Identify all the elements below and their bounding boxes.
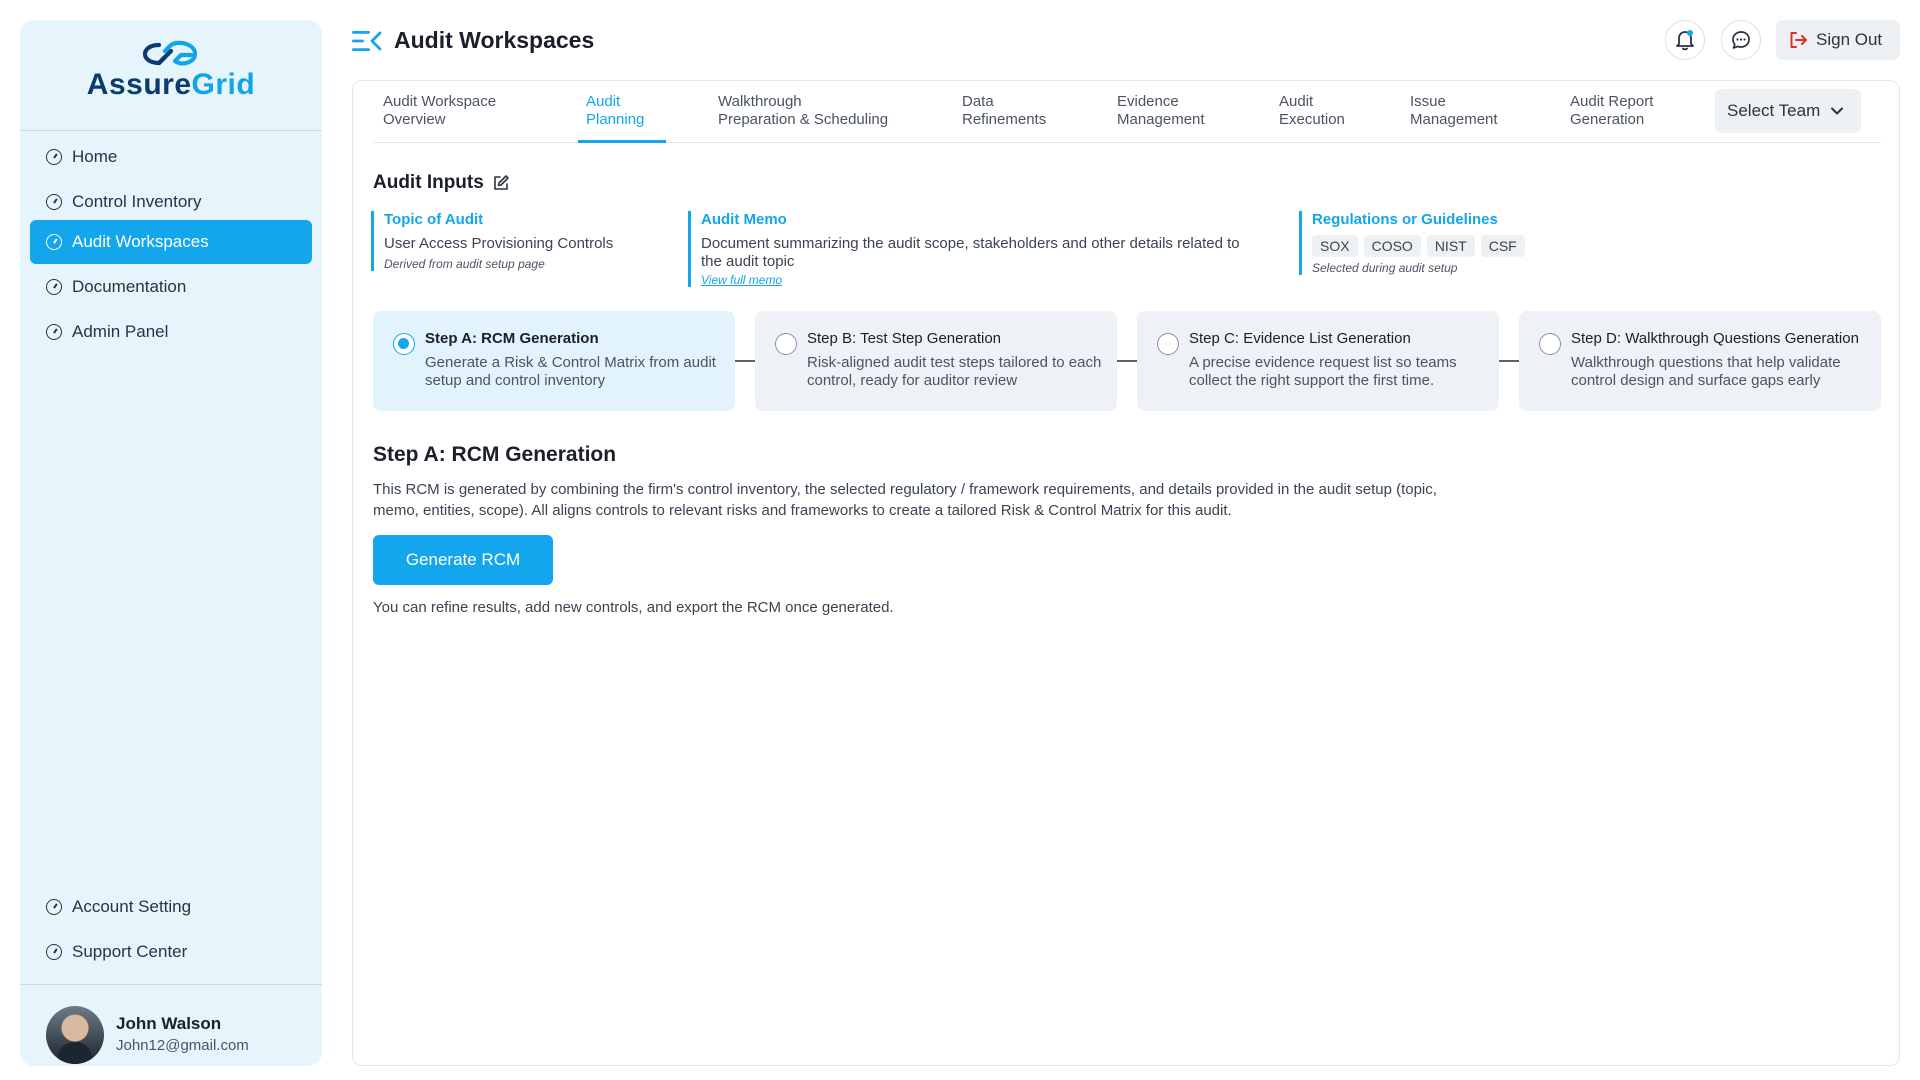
select-team-dropdown[interactable] <box>1715 89 1861 133</box>
step-d-desc: Walkthrough questions that help validate control design and surface gaps early <box>1571 354 1841 389</box>
step-c-desc: A precise evidence request list so teams collect the right support the first time. <box>1189 354 1457 389</box>
step-a-radio[interactable] <box>393 333 415 355</box>
sidebar-item-label: Admin Panel <box>72 322 169 341</box>
step-connector <box>1499 360 1519 362</box>
rcm-note: You can refine results, add new controls, and export the RCM once generated. <box>373 599 894 616</box>
sidebar-item-label: Audit Workspaces <box>72 232 209 251</box>
tab-audit-report-generation[interactable]: Audit Report Generation <box>1570 93 1654 128</box>
collapse-menu-icon[interactable] <box>352 30 382 52</box>
step-c-radio[interactable] <box>1157 333 1179 355</box>
sidebar-item-documentation[interactable] <box>30 265 312 309</box>
chevron-down-icon <box>1830 106 1844 116</box>
step-a-title: Step A: RCM Generation <box>425 330 599 347</box>
chat-bubble-icon <box>1730 29 1752 51</box>
sidebar-item-home[interactable] <box>30 135 312 179</box>
sidebar-item-audit-workspaces[interactable] <box>30 220 312 264</box>
step-d-radio[interactable] <box>1539 333 1561 355</box>
dashboard-gauge-icon <box>46 324 62 340</box>
regulations-heading: Regulations or Guidelines <box>1312 211 1498 228</box>
dashboard-gauge-icon <box>46 149 62 165</box>
sidebar-divider <box>20 130 322 131</box>
chip-sox: SOX <box>1312 235 1358 257</box>
step-a-desc: Generate a Risk & Control Matrix from audit setup and control inventory <box>425 354 716 389</box>
assuregrid-logo-mark-icon <box>139 40 203 68</box>
chip-coso: COSO <box>1364 235 1421 257</box>
dashboard-gauge-icon <box>46 234 62 250</box>
logout-icon <box>1788 30 1808 50</box>
active-tab-indicator <box>578 140 666 143</box>
rcm-description: This RCM is generated by combining the firm's control inventory, the selected regulatory / framework requirements, and details provided in the audit setup (topic, memo, entities, scope). All aligns controls to relevant risks and frameworks to create a tailored Risk & Control Matrix for this audit. <box>373 481 1437 519</box>
chip-csf: CSF <box>1481 235 1525 257</box>
chip-nist: NIST <box>1427 235 1475 257</box>
step-c-card[interactable] <box>1137 311 1499 411</box>
audit-memo <box>688 211 1258 287</box>
dashboard-gauge-icon <box>46 944 62 960</box>
sign-out-button[interactable] <box>1776 20 1900 60</box>
tab-issue-management[interactable]: Issue Management <box>1410 93 1498 128</box>
sidebar-item-label: Account Setting <box>72 897 192 916</box>
bell-icon <box>1675 29 1695 51</box>
workspace-tabs <box>373 81 1881 143</box>
user-email: John12@gmail.com <box>116 1037 249 1054</box>
user-profile[interactable] <box>20 985 322 1065</box>
step-c-title: Step C: Evidence List Generation <box>1189 330 1411 347</box>
step-b-desc: Risk-aligned audit test steps tailored to each control, ready for auditor review <box>807 354 1102 389</box>
messages-button[interactable] <box>1721 20 1761 60</box>
step-d-title: Step D: Walkthrough Questions Generation <box>1571 330 1859 347</box>
dashboard-gauge-icon <box>46 279 62 295</box>
topic-value: User Access Provisioning Controls <box>384 235 614 252</box>
main-panel <box>352 80 1900 1066</box>
notifications-button[interactable] <box>1665 20 1705 60</box>
sidebar-item-admin-panel[interactable] <box>30 310 312 354</box>
sidebar-item-support-center[interactable] <box>30 930 312 974</box>
sidebar-item-label: Documentation <box>72 277 187 296</box>
topic-of-audit <box>371 211 671 271</box>
topic-note: Derived from audit setup page <box>384 257 545 271</box>
sidebar-item-account-setting[interactable] <box>30 885 312 929</box>
regulations-guidelines <box>1299 211 1599 275</box>
regulation-chips <box>1312 235 1599 257</box>
step-b-radio[interactable] <box>775 333 797 355</box>
sidebar-item-control-inventory[interactable] <box>30 180 312 224</box>
brand-logo[interactable] <box>20 40 322 130</box>
page-title: Audit Workspaces <box>394 27 595 53</box>
avatar[interactable] <box>46 1006 104 1064</box>
tab-audit-execution[interactable]: Audit Execution <box>1279 93 1345 128</box>
step-b-title: Step B: Test Step Generation <box>807 330 1002 347</box>
edit-icon[interactable] <box>492 174 510 192</box>
memo-heading: Audit Memo <box>701 211 787 228</box>
user-name: John Walson <box>116 1014 222 1033</box>
brand-name: AssureGrid <box>86 68 256 101</box>
audit-inputs-title: Audit Inputs <box>373 172 510 194</box>
sidebar <box>20 20 322 1066</box>
step-connector <box>1117 360 1137 362</box>
generate-rcm-button[interactable]: Generate RCM <box>373 535 553 585</box>
tab-data-refinements[interactable]: Data Refinements <box>962 93 1047 128</box>
memo-value: Document summarizing the audit scope, stakeholders and other details related to the audit topic <box>701 235 1240 270</box>
step-d-card[interactable] <box>1519 311 1881 411</box>
tab-evidence-management[interactable]: Evidence Management <box>1117 93 1205 128</box>
regulations-note: Selected during audit setup <box>1312 261 1458 275</box>
sidebar-item-label: Control Inventory <box>72 192 202 211</box>
topic-heading: Topic of Audit <box>384 211 484 228</box>
sidebar-item-label: Home <box>72 147 118 166</box>
rcm-section-title: Step A: RCM Generation <box>373 443 617 466</box>
view-full-memo-link[interactable]: View full memo <box>701 273 783 287</box>
select-team-value: Select Team <box>1727 101 1821 120</box>
tab-walkthrough-preparation[interactable]: Walkthrough Preparation & Scheduling <box>718 93 889 128</box>
dashboard-gauge-icon <box>46 194 62 210</box>
sign-out-label: Sign Out <box>1816 30 1883 49</box>
step-b-card[interactable] <box>755 311 1117 411</box>
step-a-card[interactable] <box>373 311 735 411</box>
dashboard-gauge-icon <box>46 899 62 915</box>
sidebar-item-label: Support Center <box>72 942 188 961</box>
tab-audit-planning[interactable]: Audit Planning <box>586 93 645 128</box>
tab-audit-workspace-overview[interactable]: Audit Workspace Overview <box>383 93 497 128</box>
step-connector <box>735 360 755 362</box>
